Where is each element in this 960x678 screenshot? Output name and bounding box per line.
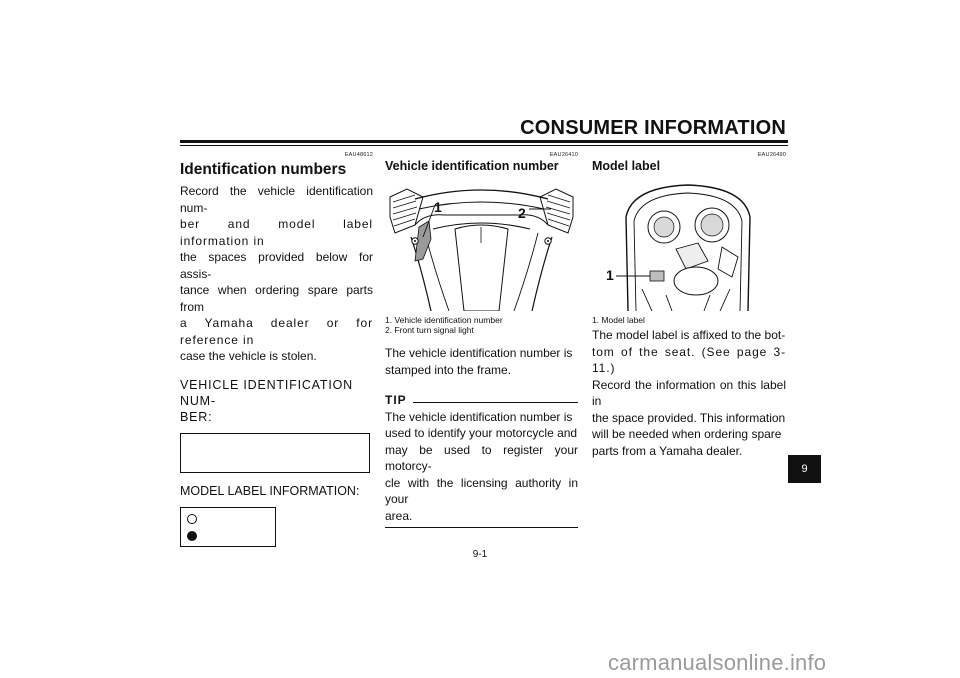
figure-captions: [385, 315, 578, 335]
vin-field-label: [180, 377, 373, 425]
tip-paragraph: [385, 409, 578, 525]
text-line: area.: [385, 508, 413, 523]
caption-item: 2. Front turn signal light: [385, 325, 474, 335]
text-line: Record the vehicle identification num-: [180, 184, 373, 215]
text-line: a Yamaha dealer or for reference in: [180, 316, 373, 347]
model-label-entry-box: [180, 507, 276, 547]
text-line: The vehicle identification number is: [385, 346, 573, 360]
section-heading: Identification numbers: [180, 161, 347, 178]
header-rule-thick: [180, 140, 788, 143]
vin-label-line: VEHICLE IDENTIFICATION NUM-: [180, 377, 353, 408]
text-line: stamped into the frame.: [385, 362, 512, 377]
tip-end-rule: [385, 527, 578, 528]
frame-illustration-svg: [385, 177, 578, 311]
text-line: used to identify your motorcycle and: [385, 426, 578, 440]
vin-location-illustration: [385, 177, 578, 311]
text-line: The model label is affixed to the bot-: [592, 328, 786, 342]
text-line: the spaces provided below for assis-: [180, 250, 373, 281]
seat-illustration-svg: [592, 177, 785, 311]
section-code: EAU26490: [757, 152, 786, 158]
model-label-paragraph: [592, 327, 786, 459]
tip-label: TIP: [385, 393, 407, 407]
callout-1: 1: [606, 267, 614, 283]
text-line: will be needed when ordering spare: [592, 427, 782, 441]
caption-item: 1. Vehicle identification number: [385, 315, 503, 325]
caption-item: 1. Model label: [592, 315, 645, 325]
section-code: EAU48612: [344, 152, 373, 158]
text-line: parts from a Yamaha dealer.: [592, 443, 743, 458]
column-vehicle-identification-number: [385, 152, 578, 528]
model-label-illustration: [592, 177, 785, 311]
section-code: EAU26410: [549, 152, 578, 158]
column-model-label: [592, 152, 786, 459]
page-header-title: CONSUMER INFORMATION: [520, 117, 786, 139]
tip-rule: [413, 402, 578, 403]
figure-captions: [592, 315, 786, 325]
vin-paragraph: [385, 345, 578, 378]
page-number: 9-1: [472, 549, 488, 560]
section-heading: Vehicle identification number: [385, 159, 559, 173]
text-line: case the vehicle is stolen.: [180, 349, 317, 363]
model-label-info-label: MODEL LABEL INFORMATION:: [180, 483, 360, 498]
section-heading: Model label: [592, 159, 661, 173]
text-line: cle with the licensing authority in your: [385, 475, 578, 506]
open-circle-icon: [187, 514, 197, 524]
text-line: The vehicle identification number is: [385, 409, 573, 424]
watermark-text: carmanualsonline.info: [608, 650, 827, 675]
filled-circle-icon: [187, 531, 197, 541]
chapter-tab: 9: [788, 455, 821, 483]
text-line: Record the information on this label in: [592, 377, 786, 408]
text-line: the space provided. This information: [592, 410, 786, 425]
callout-2: 2: [518, 205, 526, 221]
vin-entry-box: [180, 433, 370, 473]
column-identification-numbers: [180, 152, 373, 547]
text-line: ber and model label information in: [180, 217, 373, 248]
text-line: may be used to register your motorcy-: [385, 442, 578, 473]
text-line: tom of the seat. (See page 3-11.): [592, 344, 786, 375]
vin-label-line: BER:: [180, 409, 213, 424]
header-rule-thin: [180, 145, 788, 146]
intro-paragraph: [180, 183, 373, 365]
tip-header: [385, 392, 578, 409]
text-line: tance when ordering spare parts from: [180, 283, 373, 314]
callout-1: 1: [434, 199, 442, 215]
